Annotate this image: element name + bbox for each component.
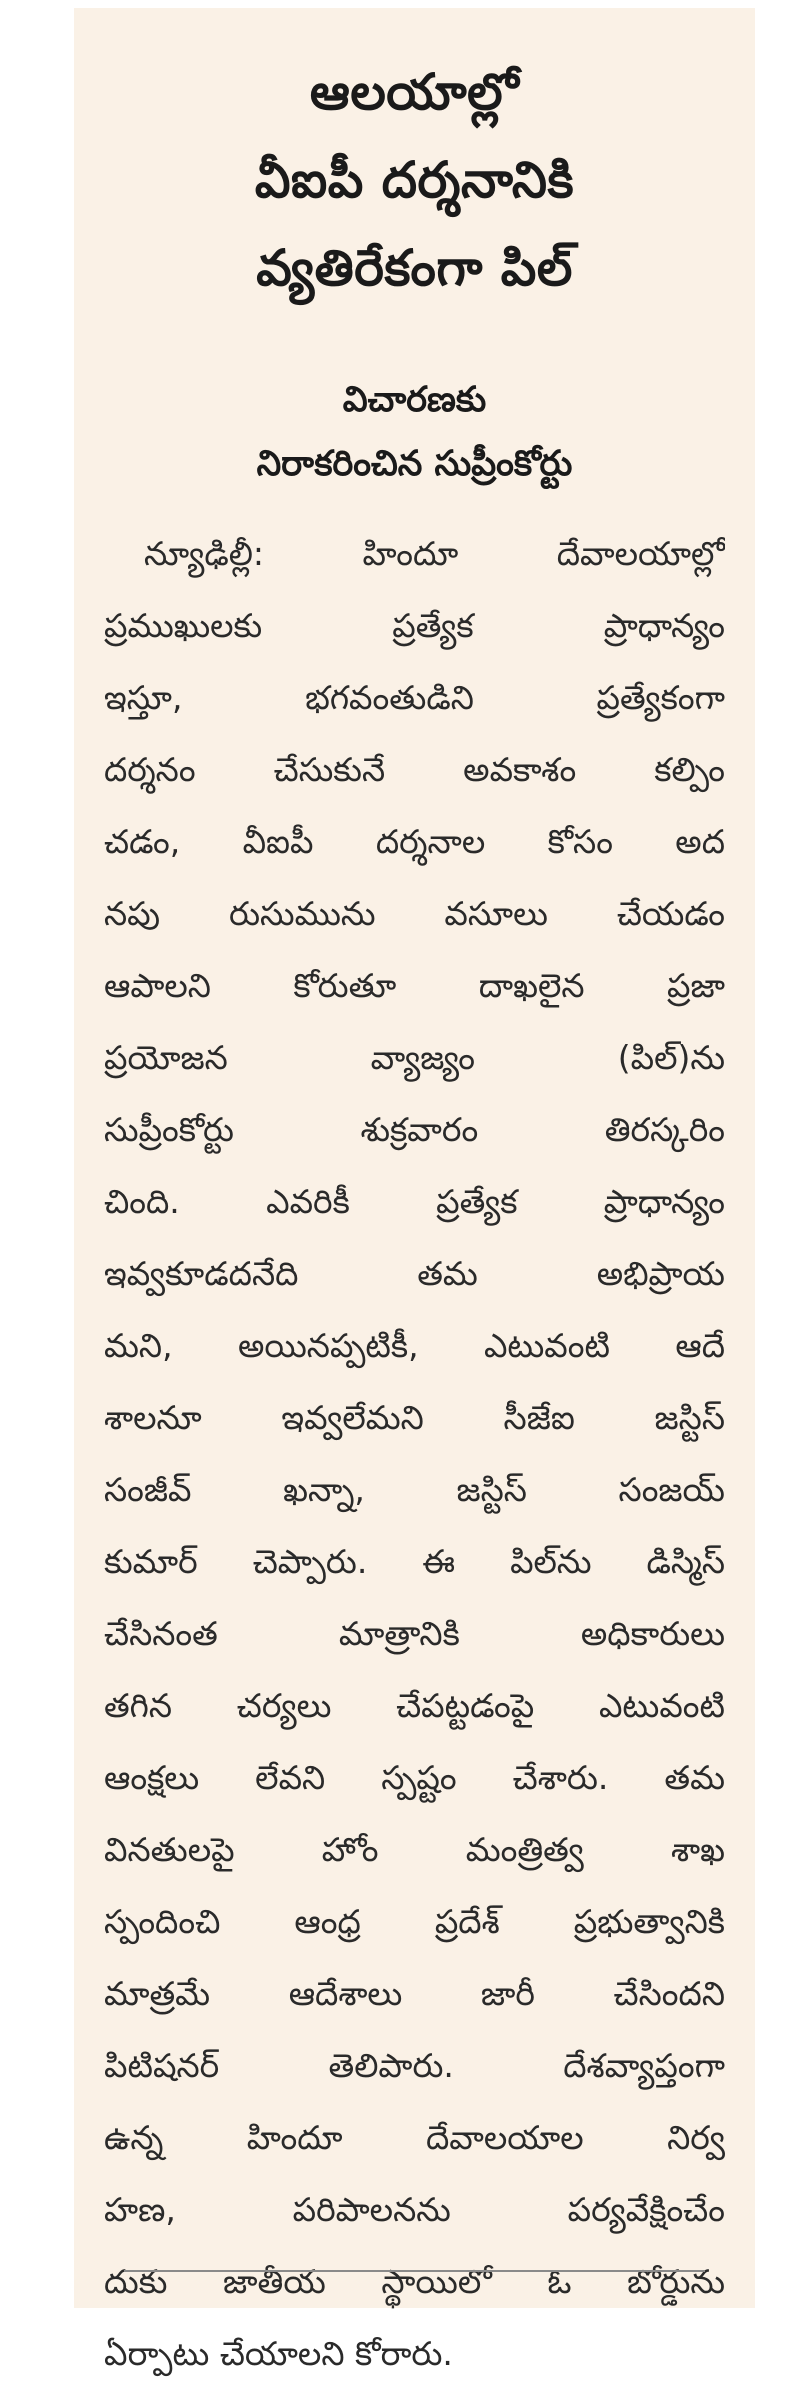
body-line: చేసినంత మాత్రానికి అధికారులు <box>104 1614 725 1653</box>
body-line: స్పందించి ఆంధ్ర ప్రదేశ్ ప్రభుత్వానికి <box>104 1902 725 1941</box>
headline-line: వీఐపీ దర్శనానికి <box>254 151 575 209</box>
body-line: ఉన్న హిందూ దేవాలయాల నిర్వ <box>104 2118 725 2157</box>
body-line: కుమార్ చెప్పారు. ఈ పిల్‌ను డిస్మిస్ <box>104 1542 725 1581</box>
body-line: న్యూఢిల్లీ: హిందూ దేవాలయాల్లో <box>144 534 725 573</box>
subheadline-line: విచారణకు <box>342 380 487 420</box>
body-line: ఆంక్షలు లేవని స్పష్టం చేశారు. తమ <box>104 1758 725 1797</box>
body-line: చింది. ఎవరికీ ప్రత్యేక ప్రాధాన్యం <box>104 1182 725 1221</box>
body-line: వినతులపై హోం మంత్రిత్వ శాఖ <box>104 1830 725 1869</box>
body-line: మని, అయినప్పటికీ, ఎటువంటి ఆదే <box>104 1326 725 1365</box>
subheadline-line: నిరాకరించిన సుప్రీంకోర్టు <box>256 444 573 484</box>
body-line: సుప్రీంకోర్టు శుక్రవారం తిరస్కరిం <box>104 1110 725 1149</box>
body-line: హణ, పరిపాలనను పర్యవేక్షించేం <box>104 2190 725 2229</box>
body-line: ఇవ్వకూడదనేది తమ అభిప్రాయ <box>104 1254 725 1293</box>
body-line: సంజీవ్ ఖన్నా, జస్టిస్ సంజయ్ <box>104 1470 725 1509</box>
body-line: దుకు జాతీయ స్థాయిలో ఓ బోర్డును <box>104 2262 725 2301</box>
news-clipping <box>74 8 755 2373</box>
body-line: పిటిషనర్ తెలిపారు. దేశవ్యాప్తంగా <box>104 2046 725 2085</box>
body-line: శాలనూ ఇవ్వలేమని సీజేఐ జస్టిస్ <box>104 1398 725 1437</box>
body-line: తగిన చర్యలు చేపట్టడంపై ఎటువంటి <box>104 1686 725 1725</box>
subheadline <box>74 368 755 496</box>
bottom-divider <box>124 2270 705 2272</box>
body-line: చడం, వీఐపీ దర్శనాల కోసం అద <box>104 822 725 861</box>
body-line: దర్శనం చేసుకునే అవకాశం కల్పిం <box>104 750 725 789</box>
body-line: ప్రముఖులకు ప్రత్యేక ప్రాధాన్యం <box>104 606 725 645</box>
headline-line: ఆలయాల్లో <box>309 63 520 121</box>
body-line: మాత్రమే ఆదేశాలు జారీ చేసిందని <box>104 1974 725 2013</box>
body-line: ఇస్తూ, భగవంతుడిని ప్రత్యేకంగా <box>104 678 725 717</box>
headline-line: వ్యతిరేకంగా పిల్ <box>256 239 573 297</box>
headline <box>74 48 755 312</box>
body-line: ఆపాలని కోరుతూ దాఖలైన ప్రజా <box>104 966 725 1005</box>
article-body <box>104 518 725 2390</box>
body-line: నపు రుసుమును వసూలు చేయడం <box>104 894 725 933</box>
body-line: ఏర్పాటు చేయాలని కోరారు. <box>104 2334 453 2373</box>
body-line: ప్రయోజన వ్యాజ్యం (పిల్)ను <box>104 1038 725 1077</box>
